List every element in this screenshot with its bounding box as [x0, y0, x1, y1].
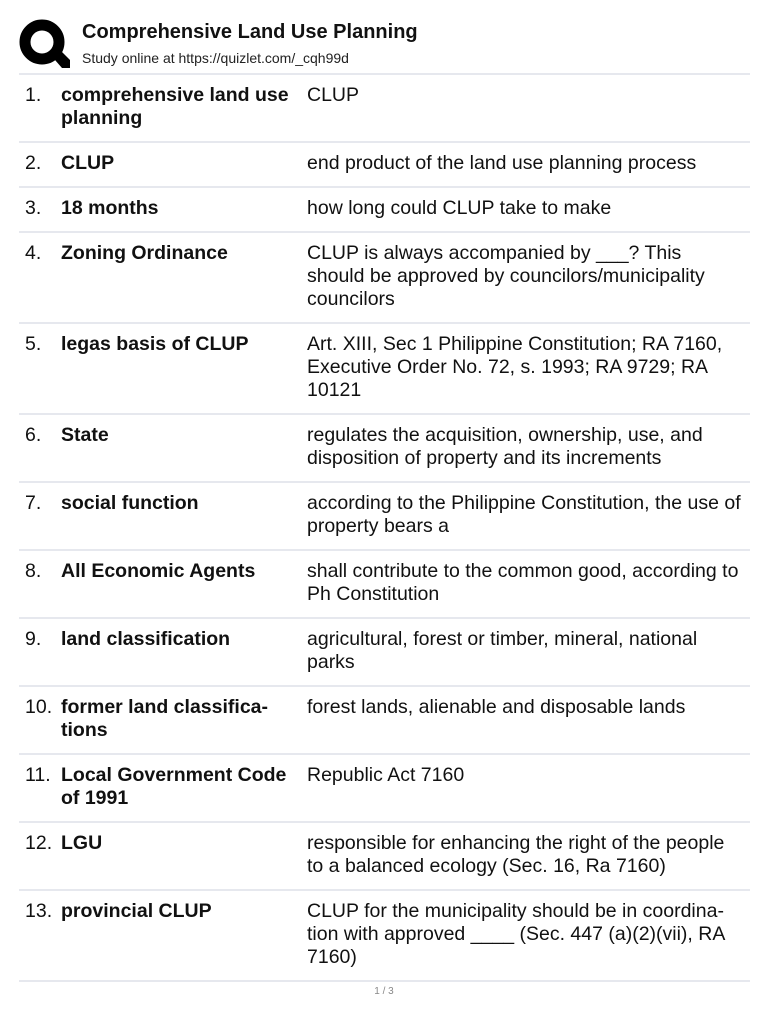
card-number: 1.: [25, 84, 42, 106]
table-row: [19, 324, 750, 415]
card-definition: CLUP is always accompanied by ___? This should be approved by councilors/municipality councilors: [307, 242, 705, 310]
card-number: 5.: [25, 333, 42, 355]
card-term: land classification: [61, 628, 231, 650]
card-definition: Republic Act 7160: [307, 764, 465, 786]
card-definition: agricultural, forest or timber, mineral, national parks: [307, 628, 698, 673]
table-row: [19, 687, 750, 755]
card-term: State: [61, 424, 109, 446]
card-term: Zoning Ordinance: [61, 242, 228, 264]
card-term: LGU: [61, 832, 103, 854]
card-number: 6.: [25, 424, 42, 446]
card-number: 7.: [25, 492, 42, 514]
card-definition: how long could CLUP take to make: [307, 197, 612, 219]
table-row: [19, 143, 750, 188]
card-term: 18 months: [61, 197, 159, 219]
card-definition: shall contribute to the common good, according to Ph Constitution: [307, 560, 739, 605]
card-number: 8.: [25, 560, 42, 582]
table-row: [19, 188, 750, 233]
table-row: [19, 551, 750, 619]
card-term: Local Government Code of 1991: [61, 764, 287, 809]
card-number: 4.: [25, 242, 42, 264]
card-definition: responsible for enhancing the right of the people to a balanced ecology (Sec. 16, Ra 7160): [307, 832, 725, 877]
card-definition: forest lands, alienable and disposable lands: [307, 696, 686, 718]
card-term: CLUP: [61, 152, 115, 174]
card-definition: Art. XIII, Sec 1 Philippine Constitution; RA 7160, Executive Order No. 72, s. 1993; RA 9729; RA 10121: [307, 333, 723, 401]
card-definition: according to the Philippine Constitution, the use of property bears a: [307, 492, 741, 537]
card-number: 9.: [25, 628, 42, 650]
card-number: 12.: [25, 832, 53, 854]
study-link: Study online at https://quizlet.com/_cqh99d: [82, 50, 349, 66]
card-term: former land classifica-tions: [61, 696, 268, 741]
table-row: [19, 891, 750, 982]
card-term: social function: [61, 492, 199, 514]
card-number: 13.: [25, 900, 53, 922]
card-definition: CLUP: [307, 84, 360, 106]
quizlet-logo-icon: [18, 18, 70, 70]
table-row: [19, 233, 750, 324]
card-number: 10.: [25, 696, 53, 718]
card-number: 11.: [25, 764, 51, 786]
table-row: [19, 823, 750, 891]
card-definition: regulates the acquisition, ownership, use, and disposition of property and its increments: [307, 424, 703, 469]
page-number: 1 / 3: [374, 986, 394, 997]
page-title: Comprehensive Land Use Planning: [82, 21, 418, 43]
flashcard-list: [19, 73, 750, 982]
table-row: [19, 755, 750, 823]
card-term: provincial CLUP: [61, 900, 212, 922]
card-definition: end product of the land use planning process: [307, 152, 697, 174]
table-row: [19, 415, 750, 483]
card-term: All Economic Agents: [61, 560, 256, 582]
table-row: [19, 483, 750, 551]
table-row: [19, 75, 750, 143]
card-term: comprehensive land use planning: [61, 84, 289, 129]
card-number: 3.: [25, 197, 42, 219]
table-row: [19, 619, 750, 687]
card-term: legas basis of CLUP: [61, 333, 249, 355]
card-number: 2.: [25, 152, 42, 174]
card-definition: CLUP for the municipality should be in coordina-tion with approved ____ (Sec. 447 (a)(2)(vii), RA 7160): [307, 900, 725, 968]
